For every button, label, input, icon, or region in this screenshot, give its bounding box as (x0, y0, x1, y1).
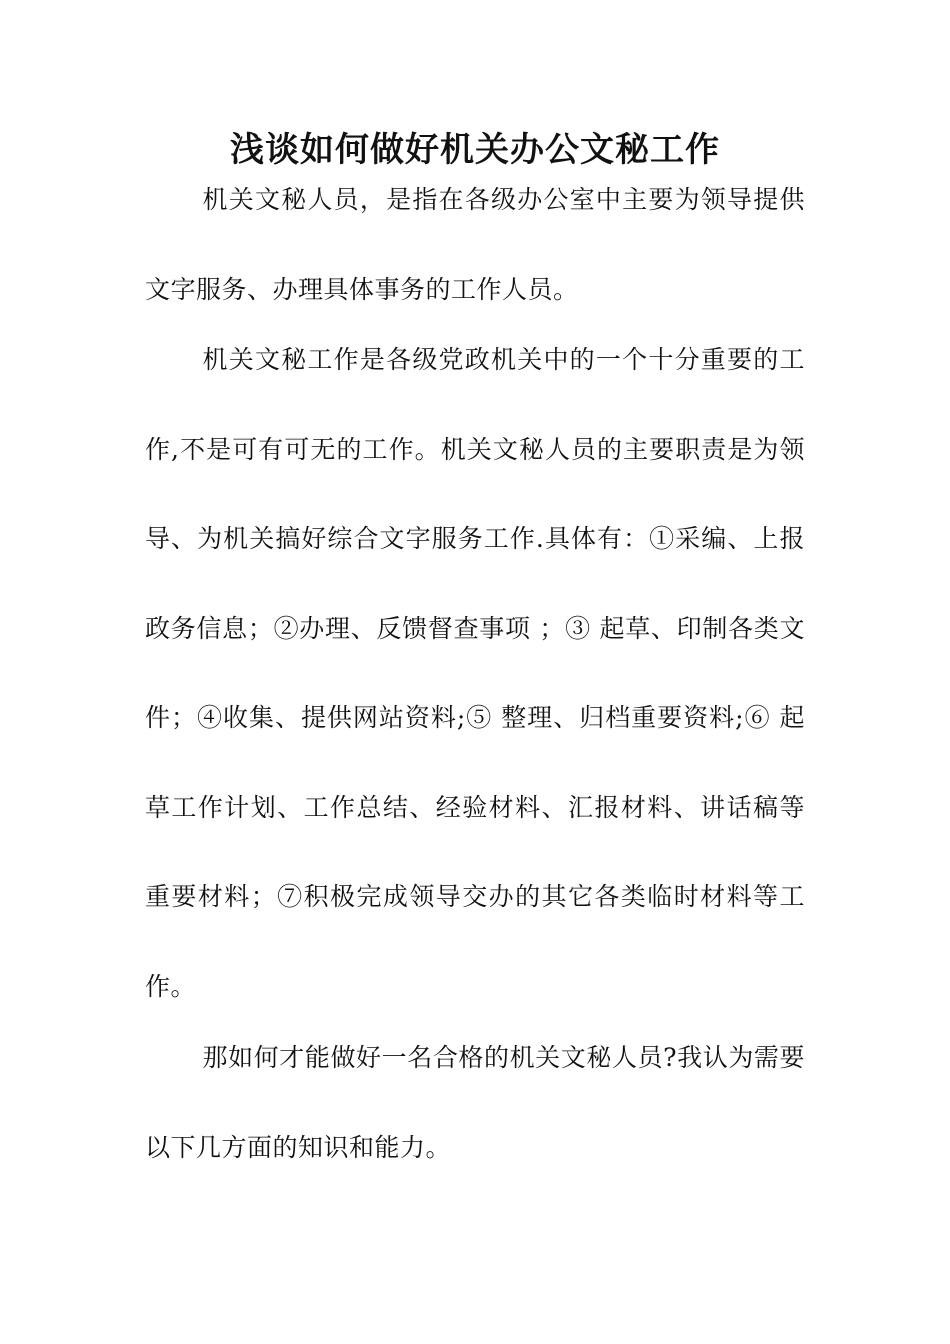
paragraph-duties: 机关文秘工作是各级党政机关中的一个十分重要的工作,不是可有可无的工作。机关文秘人员的主要职责是为领导、为机关搞好综合文字服务工作.具体有：①采编、上报政务信息；②办理、反馈督查事项 ；③ 起草、印制各类文件；④收集、提供网站资料;⑤ 整理、归档重要资料;⑥ 起草工作计划、工作总结、经验材料、汇报材料、讲话稿等重要材料；⑦积极完成领导交办的其它各类临时材料等工作。 (145, 345, 805, 1001)
document-title: 浅谈如何做好机关办公文秘工作 (230, 130, 720, 170)
paragraph-question: 那如何才能做好一名合格的机关文秘人员?我认为需要以下几方面的知识和能力。 (145, 1043, 805, 1162)
paragraph-definition: 机关文秘人员，是指在各级办公室中主要为领导提供文字服务、办理具体事务的工作人员。 (145, 185, 805, 304)
